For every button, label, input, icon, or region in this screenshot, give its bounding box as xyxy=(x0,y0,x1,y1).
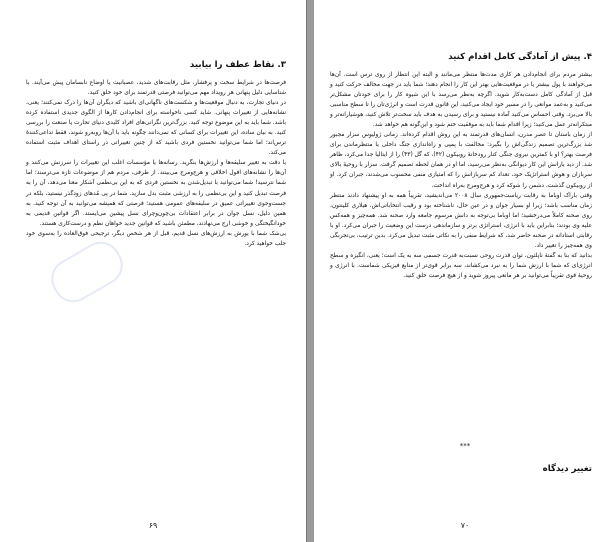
paragraph: با دقت به تغییر سلیقه‌ها و ارزش‌ها بنگرید. رسانه‌ها یا مؤسسات اغلب این تغییرات را سرزنش می‌کنند و آن‌ها را نشانه‌های افول اخلاقی و هرج‌ومرج می‌بینند. از طرفی، مردم هم از موضوعات تازه می‌ترسند؛ اما شما نترسید! شما می‌توانید با تبدیل‌شدن به نخستین فردی که به این بی‌نظمی آشکار معنا می‌دهد، آن را به فرصت تبدیل کنید و این بی‌نظمی را به ارزشی مثبت بدل سازید. شما در پی مُدهای زودگذر نیستید، بلکه در جست‌وجوی تغییراتی عمیق در سلیقه‌های عمومی هستید؛ فرصتی که همیشه می‌توانید به آن توجه کنید. به همین دلیل، نسل جوان در برابر اعتقادات بی‌چون‌وچرای نسل پیشین می‌ایستد. اگر قوانین قدیمی به خودانگیختگی و خوشی ارج می‌نهادند، مطمئن باشید که قوانین جدید خواهان نظم و درست‌کاری هستند. xyxy=(26,160,286,227)
paragraph: وقتی باراک اوباما به رقابت ریاست‌جمهوری سال ۲۰۰۸ می‌اندیشید، تقریباً همه به او پیشنهاد دادند منتظر زمان مناسب باشد؛ زیرا او بسیار جوان و در عین حال، ناشناخته بود و رقیب انتخاباتی‌اش، هیلاری کلینتون، روی صحنه کاملاً می‌درخشید؛ اما اوباما بی‌توجه به دانش مرسوم جامعه وارد صحنه شد. همه‌چیز و همه‌کس علیه وی بودند؛ بنابراین باید با انرژی، استراتژی برتر و سازماندهی درست این وضعیت را جبران می‌کرد. او با رقابتی استادانه در صحنه حاضر شد، که شرایط منفی را به نکاتی مثبت تبدیل می‌کرد. بدین ترتیب، بی‌تجربگی وی همه‌چیز را تغییر داد. xyxy=(330,192,592,249)
right-page xyxy=(314,0,616,542)
paragraph: بیشتر مردم برای انجام‌دادن هر کاری مدت‌ها منتظر می‌مانند و البته این انتظار از روی ترس است. آن‌ها می‌خواهند با پول بیشتر یا در موقعیت‌هایی بهتر این کار را انجام دهند؛ شما باید در جهت مخالف حرکت کنید و قبل از آمادگی کامل دست‌به‌کار شوید. اگرچه به‌نظر می‌رسد با این شیوه کار را برای خودتان مشکل‌تر می‌کنید و به‌عمد موانعی را در مسیر خود ایجاد می‌کنید، این قانون قدرت است و انرژی‌تان را تا سطح مناسبی بالا می‌برد. وقتی احساس می‌کنید آماده نیستید و برای رسیدن به هدف باید سخت‌تر تلاش کنید، هوشیارانه‌تر و مبتکرانه‌تر عمل می‌کنید؛ زیرا اقدام شما باید به موفقیت ختم شود و این‌گونه هم خواهد شد. xyxy=(330,72,592,129)
section-heading-left: ۳. نقاط عطف را بیابید xyxy=(189,60,286,70)
paragraph: بدانید که بنا به گفتهٔ ناپلئون، توان قدرت روحی نسبت‌به قدرت جسمی سه به یک است؛ یعنی، انگیزه و سطح انرژی‌ای که شما با ارزش شما را به نبرد می‌کشاند، سه برابر قوی‌تر از منابع فیزیکی شماست. با انرژی و روحیهٔ قوی تقریباً می‌توانید بر هر مانعی پیروز شوید و از هیچ فرصت خلق کنید. xyxy=(330,252,592,279)
page-number-left: ۶۹ xyxy=(148,521,158,530)
left-page-body xyxy=(26,78,286,249)
subsection-heading: تغییر دیدگاه xyxy=(542,464,592,474)
left-page xyxy=(0,0,306,542)
section-heading-right: ۴. پیش از آمادگی کامل اقدام کنید xyxy=(448,52,592,62)
page-number-right: ۷۰ xyxy=(460,521,470,530)
paragraph: فرصت‌ها در شرایط سخت و پرفشار، مثل رقابت‌های شدید، عصبانیت یا اوضاع نابسامان پیش می‌آیند. با شناسایی دلیل پنهانی هر رویداد مهم می‌توانید فرصتی قدرتمند برای خود خلق کنید. xyxy=(26,80,286,97)
right-page-body xyxy=(330,70,592,281)
paragraph: در دنیای تجارت، به دنبال موقعیت‌ها و شکست‌های ناگهانی‌ای باشید که دیگران آن‌ها را درک نمی‌کنند؛ یعنی، نشانه‌هایی از تغییرات پنهانی. شاید کسی ناخواسته برای انجام‌دادن کارها از الگوی جدیدی استفاده کرده باشد. شما باید به این موضوع توجه کنید. بزرگ‌ترین نگرانی‌های افراد کلیدی دنیای تجارت یا صنعت را بررسی کنید. به بیان ساده، این تغییرات برای کسانی که نمی‌دانند چگونه باید با آن‌ها روبه‌رو شوند، فقط تداعی‌کنندهٔ ترس‌اند؛ اما شما می‌توانید نخستین فردی باشید که از چنین تغییراتی در راستای اهداف مثبت استفاده می‌کند. xyxy=(26,100,286,157)
section-separator: *** xyxy=(459,442,471,450)
paragraph: بی‌شک شما با یورش به ارزش‌های نسل قدیم، قبل از هر شخص دیگر، ترجیحی فوق‌العاده را به‌سوی خود جلب خواهید کرد. xyxy=(26,230,286,247)
paragraph: از زمان باستان تا عصر مدرن، انسان‌های قدرتمند به این روش اقدام کرده‌اند. زمانی ژولیوس سزار مجبور شد بزرگ‌ترین تصمیم زندگی‌اش را بگیرد: مخالفت با پمپی و راه‌اندازی جنگ داخلی یا منتظرماندن برای فرصت بهتر؟ او با کمترین نیروی جنگی کنار رودخانهٔ روبیکون (۴۲)، که گل (۴۳) را از ایتالیا جدا می‌کرد، ظاهر شد. از دید یارانش این کار دیوانگی به‌نظر می‌رسید، اما او در همان لحظه تصمیم گرفت. سزار با روحیهٔ بالای سربازان و هوش استراتژیک خود، تعداد کم سربازانش را که امتیازی منفی محسوب می‌شدند، جبران کرد. او از روبیکون گذشت، دشمن را شوکه کرد و هرج‌ومرج به‌راه انداخت. xyxy=(330,132,592,189)
